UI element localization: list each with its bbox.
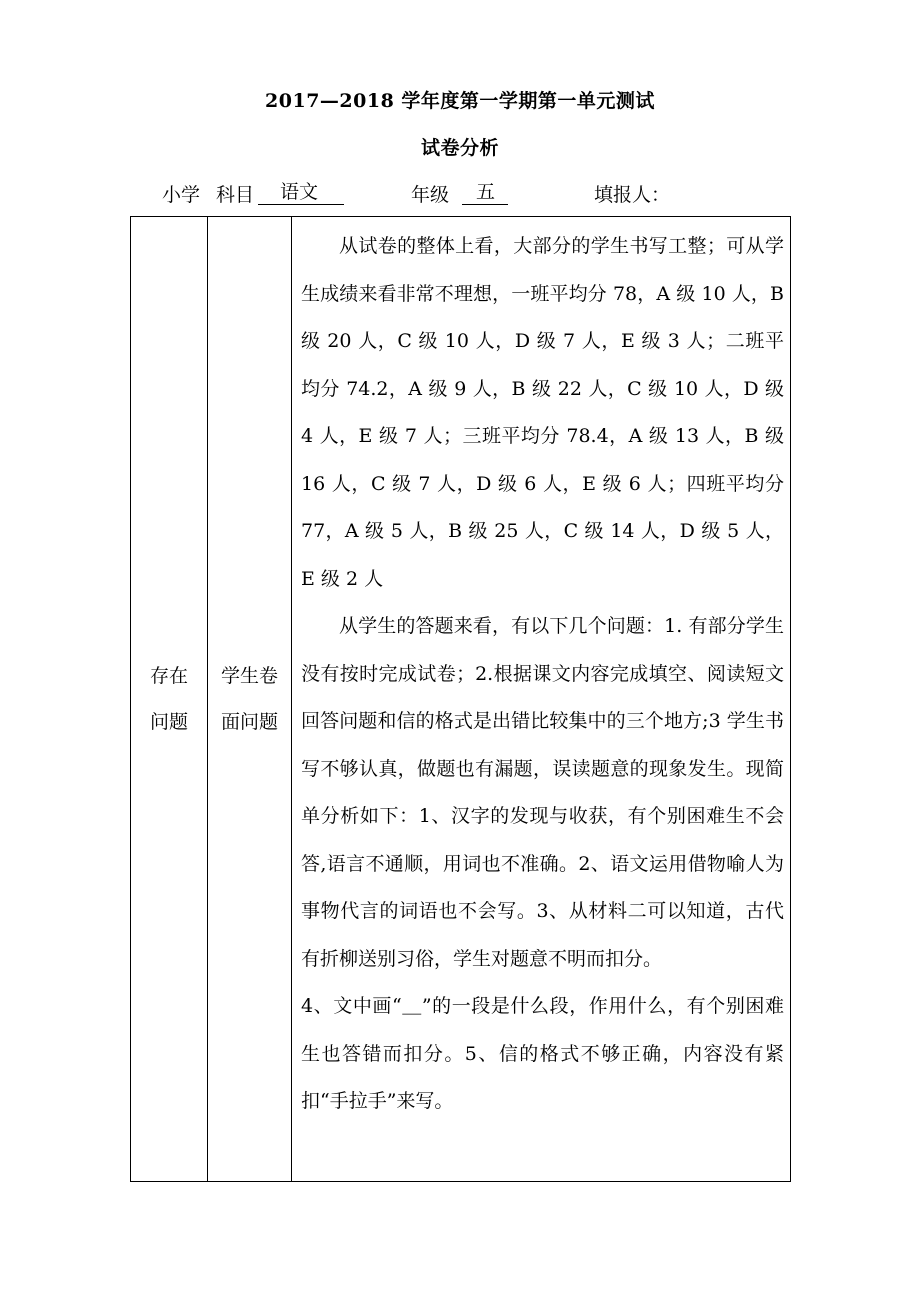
- subcategory-cell: [208, 217, 292, 1182]
- category-label: 存在问题: [149, 665, 188, 733]
- grade-label: 年级: [411, 184, 450, 206]
- category-cell: [131, 217, 208, 1182]
- document-title: 2017—2018 学年度第一学期第一单元测试: [265, 90, 655, 112]
- reporter-label: 填报人：: [594, 184, 671, 206]
- school-label: 小学: [162, 184, 201, 206]
- grade-value: 五: [462, 180, 508, 205]
- analysis-content-cell: [292, 217, 791, 1182]
- subject-value: 语文: [258, 180, 344, 205]
- analysis-table: [130, 216, 791, 1182]
- document-subtitle: 试卷分析: [420, 137, 499, 159]
- subcategory-label: 学生卷面问题: [220, 665, 278, 733]
- analysis-paragraph-scores: 从试卷的整体上看，大部分的学生书写工整；可从学生成绩来看非常不理想，一班平均分 78，A 级 10 人，B 级 20 人，C 级 10 人，D 级 7 人，E 级 3 人；二班平均分 74.2，A 级 9 人，B 级 22 人，C 级 10 人，D 级 4 人，E 级 7 人；三班平均分 78.4，A 级 13 人，B 级 16 人，C 级 7 人，D 级 6 人，E 级 6 人；四班平均分 77，A 级 5 人，B 级 25 人，C 级 14 人，D 级 5 人，E 级 2 人: [301, 235, 784, 590]
- info-row: [0, 180, 920, 210]
- subject-label: 科目: [216, 184, 255, 206]
- analysis-paragraph-problems: 从学生的答题来看，有以下几个问题：1. 有部分学生没有按时完成试卷；2.根据课文内容完成填空、阅读短文回答问题和信的格式是出错比较集中的三个地方;3 学生书写不够认真，做题也有漏题，误读题意的现象发生。现简单分析如下：1、汉字的发现与收获，有个别困难生不会答,语言不通顺，用词也不准确。2、语文运用借物喻人为事物代言的词语也不会写。3、从材料二可以知道，古代有折柳送别习俗，学生对题意不明而扣分。: [301, 615, 784, 970]
- analysis-paragraph-extra: 4、文中画“＿”的一段是什么段，作用什么，有个别困难生也答错而扣分。5、信的格式不够正确，内容没有紧扣“手拉手”来写。: [301, 995, 784, 1112]
- table-row: [131, 217, 791, 1182]
